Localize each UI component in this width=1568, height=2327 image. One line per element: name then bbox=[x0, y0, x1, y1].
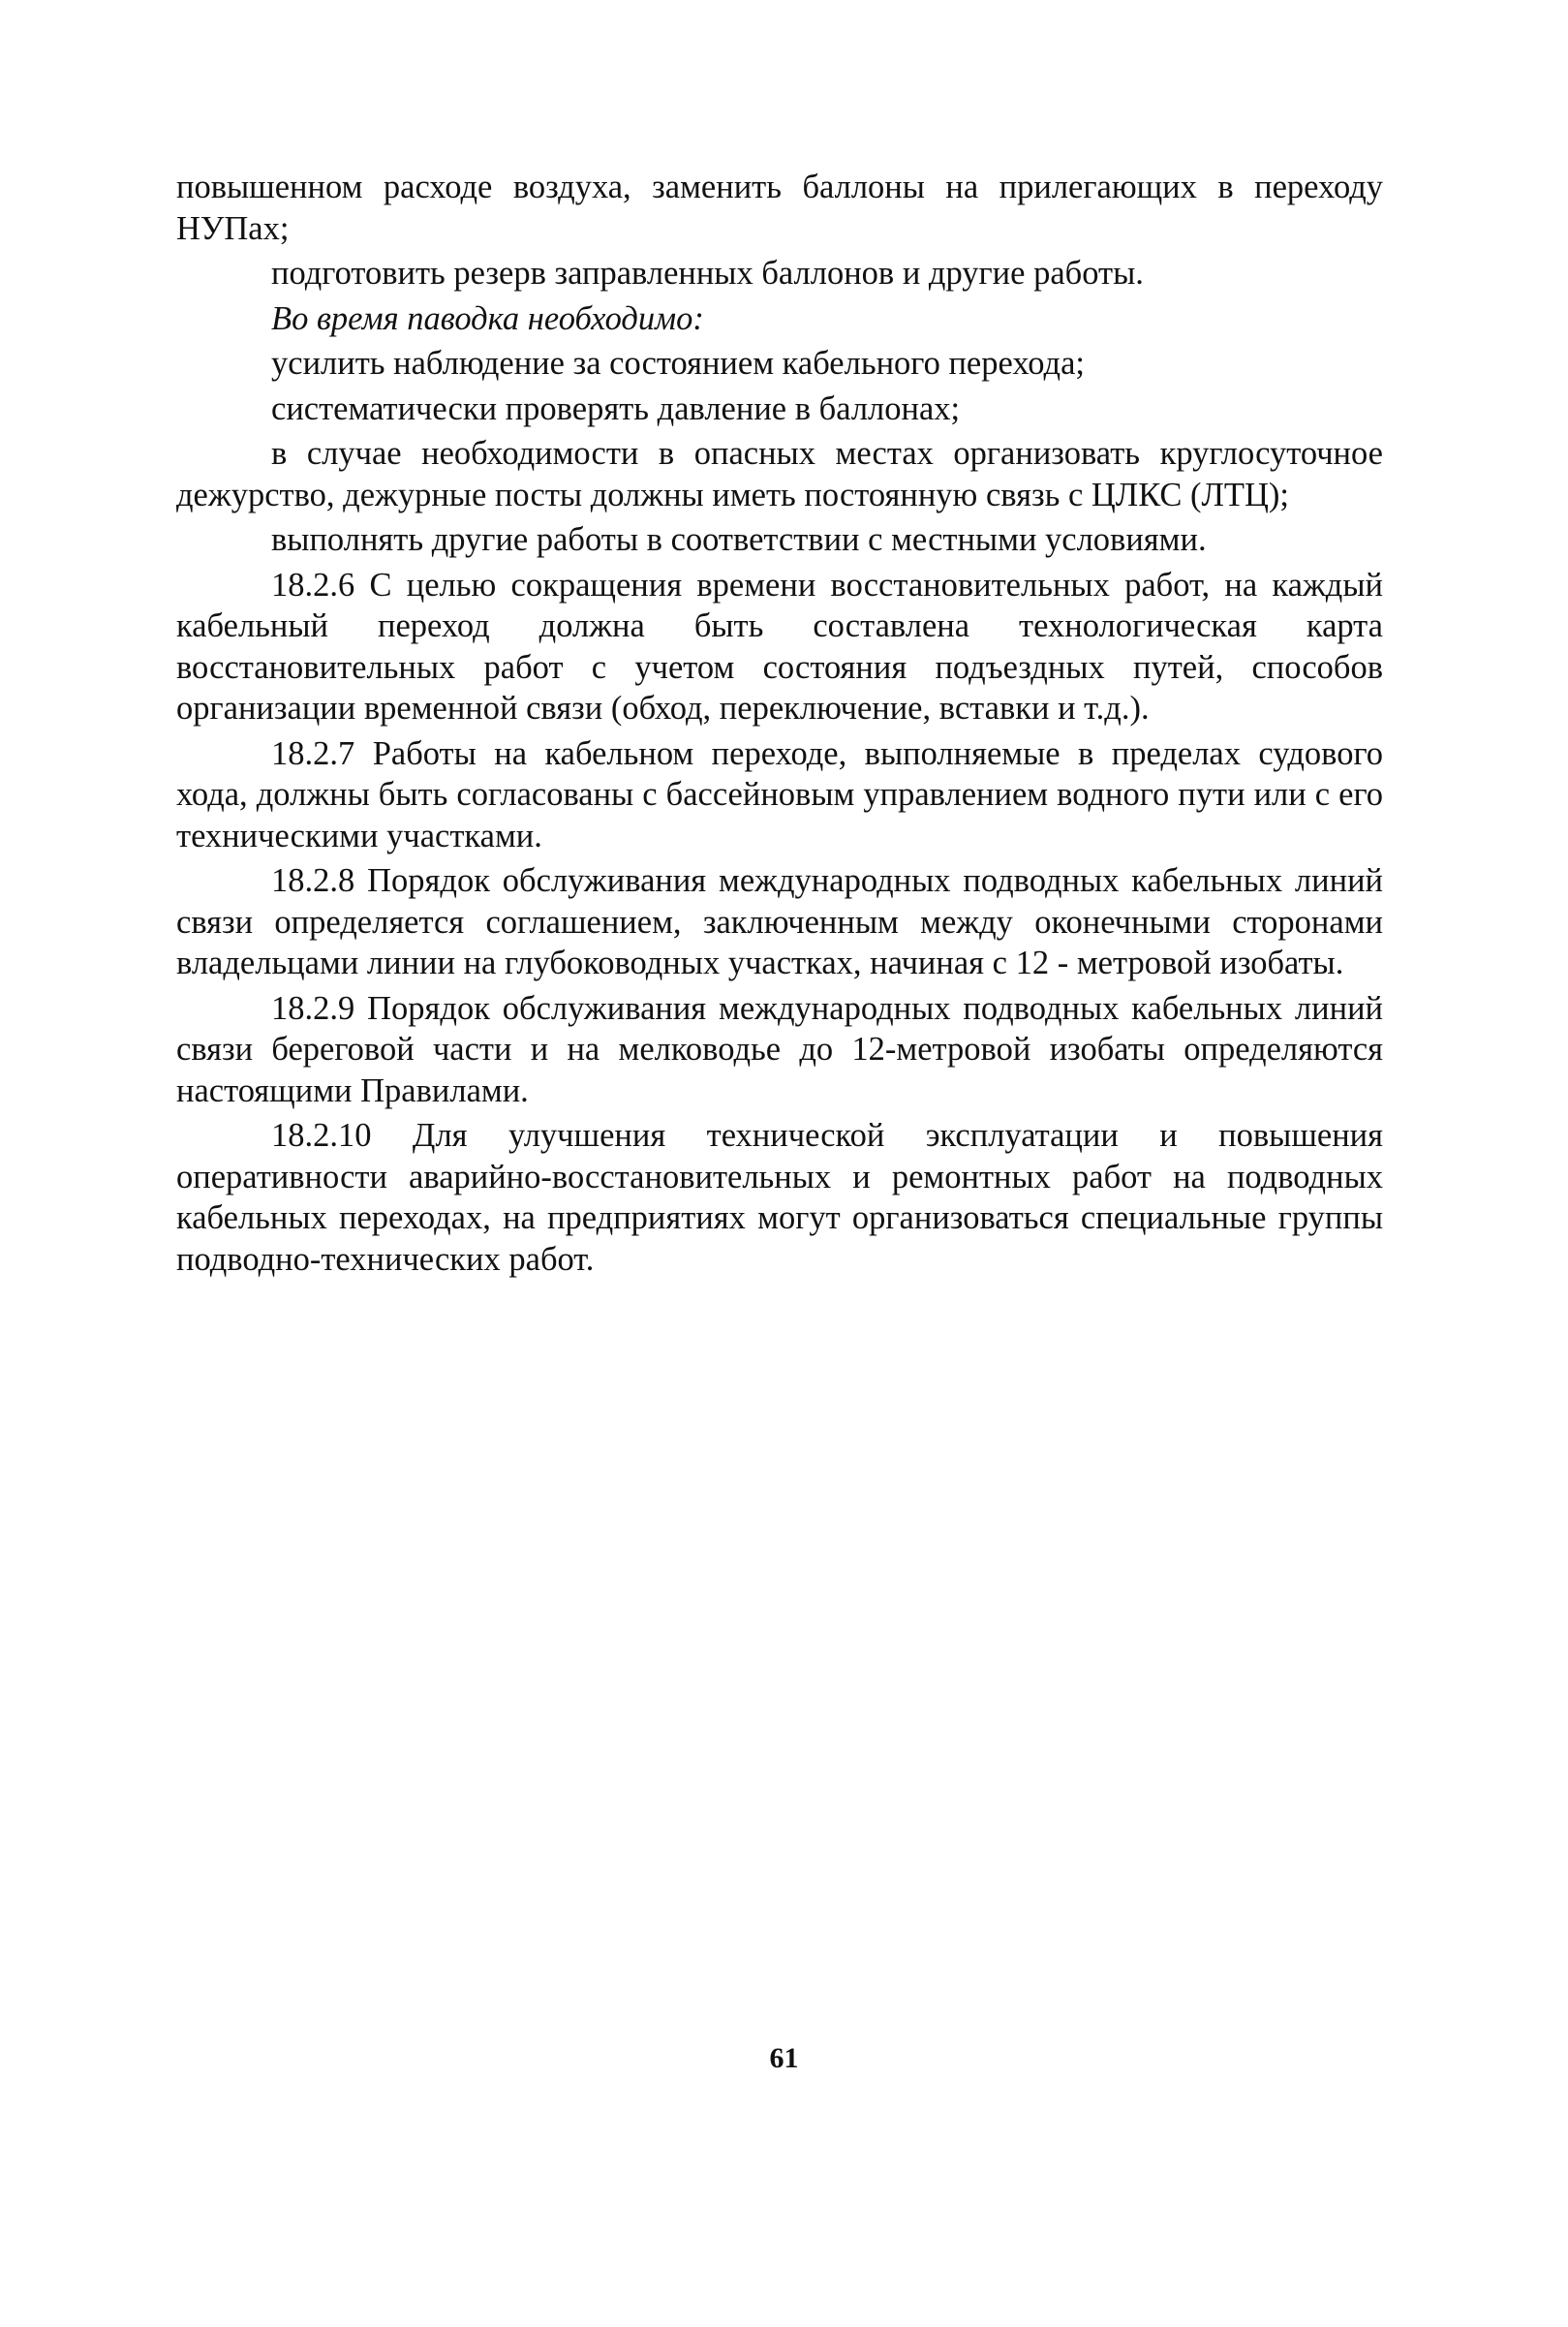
body-text bbox=[176, 167, 1383, 1284]
flood-heading-italic: Во время паводка необходимо: bbox=[271, 299, 704, 337]
paragraph-18-2-7: 18.2.7 Работы на кабельном переходе, выполняемые в пределах судового хода, должны быть согласованы с бассейновым управлением водного пути или с его техническими участками. bbox=[176, 734, 1383, 854]
paragraph-18-2-8: 18.2.8 Порядок обслуживания международных подводных кабельных линий связи определяется соглашением, заключенным между оконечными сторонами владельцами линии на глубоководных участках, начиная с 12 - метровой изобаты. bbox=[176, 862, 1383, 981]
paragraph-18-2-9: 18.2.9 Порядок обслуживания международных подводных кабельных линий связи береговой части и на мелководье до 12-метровой изобаты определяются настоящими Правилами. bbox=[176, 989, 1383, 1109]
paragraph-other-work: выполнять другие работы в соответствии с местными условиями. bbox=[271, 521, 1207, 558]
paragraph-pressure-check: систематически проверять давление в баллонах; bbox=[271, 389, 961, 427]
paragraph-duty: в случае необходимости в опасных местах организовать круглосуточное дежурство, дежурные посты должны иметь постоянную связь с ЦЛКС (ЛТЦ); bbox=[176, 435, 1383, 513]
page-number: 61 bbox=[769, 2042, 799, 2074]
paragraph-18-2-10: 18.2.10 Для улучшения технической эксплуатации и повышения оперативности аварийно-восстановительных и ремонтных работ на подводных кабельных переходах, на предприятиях могут организоваться специальные группы подводно-технических работ. bbox=[176, 1117, 1383, 1278]
paragraph-flood-heading bbox=[176, 298, 1383, 340]
paragraph-monitoring: усилить наблюдение за состоянием кабельного перехода; bbox=[271, 345, 1085, 382]
paragraph-18-2-6: 18.2.6 С целью сокращения времени восстановительных работ, на каждый кабельный переход должна быть составлена технологическая карта восстановительных работ с учетом состояния подъездных путей, способов организации временной связи (обход, переключение, вставки и т.д.). bbox=[176, 566, 1383, 727]
paragraph-continuation: повышенном расходе воздуха, заменить баллоны на прилегающих в переходу НУПах; bbox=[176, 169, 1383, 247]
paragraph-prepare-reserve: подготовить резерв заправленных баллонов и другие работы. bbox=[271, 255, 1144, 292]
